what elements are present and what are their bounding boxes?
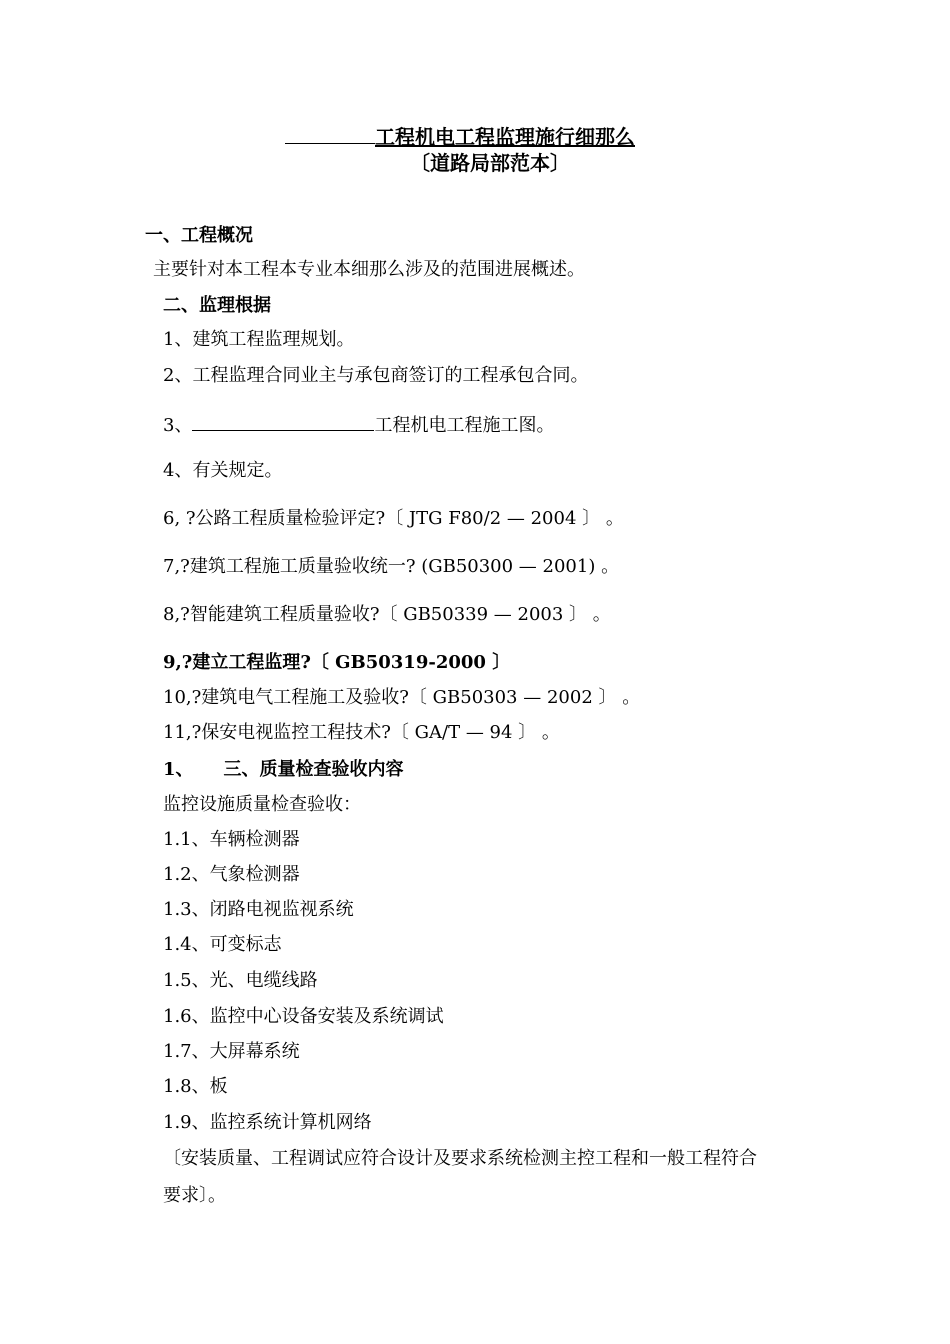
basis-item: 4、有关规定。 (163, 460, 283, 481)
list-item: 1.7、大屏幕系统 (163, 1041, 300, 1062)
title-text: 工程机电工程监理施行细那么 (375, 125, 635, 149)
basis-item (163, 412, 554, 438)
list-item: 1.4、可变标志 (163, 934, 282, 955)
list-item: 1.8、板 (163, 1076, 228, 1097)
note-text-continued: 要求〕。 (163, 1185, 226, 1206)
section-3-heading (163, 758, 404, 782)
list-item: 1.9、监控系统计算机网络 (163, 1112, 372, 1133)
list-item: 1.3、闭路电视监视系统 (163, 899, 354, 920)
list-item: 1.2、气象检测器 (163, 864, 300, 885)
list-item: 1.5、光、电缆线路 (163, 970, 318, 991)
document-subtitle: 〔道路局部范本〕 (410, 151, 570, 175)
section-1-heading: 一、工程概况 (145, 225, 253, 246)
list-item: 1.6、监控中心设备安装及系统调试 (163, 1006, 444, 1027)
basis-item: 9,?建立工程监理?〔 GB50319-2000 〕 (163, 652, 511, 673)
title-blank (285, 125, 375, 144)
project-name-blank (192, 412, 374, 431)
section-2-heading: 二、监理根据 (163, 295, 271, 316)
basis-item: 6, ?公路工程质量检验评定?〔 JTG F80/2 — 2004 〕 。 (163, 508, 624, 529)
list-item: 1.1、车辆检测器 (163, 829, 300, 850)
basis-item-number: 3、 (163, 415, 193, 436)
document-title (285, 125, 635, 149)
section-3-title: 三、质量检查验收内容 (223, 759, 404, 780)
section-3-number: 1、 (163, 759, 194, 780)
note-text: 〔安装质量、工程调试应符合设计及要求系统检测主控工程和一般工程符合 (163, 1148, 757, 1169)
basis-item: 2、工程监理合同业主与承包商签订的工程承包合同。 (163, 365, 589, 386)
basis-item-text: 工程机电工程施工图。 (374, 415, 555, 436)
basis-item: 7,?建筑工程施工质量验收统一? (GB50300 — 2001) 。 (163, 556, 620, 577)
basis-item: 8,?智能建筑工程质量验收?〔 GB50339 — 2003 〕 。 (163, 604, 611, 625)
basis-item: 10,?建筑电气工程施工及验收?〔 GB50303 — 2002 〕 。 (163, 687, 641, 708)
basis-item: 1、建筑工程监理规划。 (163, 329, 355, 350)
section-3-intro: 监控设施质量检查验收： (163, 794, 361, 815)
basis-item: 11,?保安电视监控工程技术?〔 GA/T — 94 〕 。 (163, 722, 560, 743)
section-1-text: 主要针对本工程本专业本细那么涉及的范围进展概述。 (153, 259, 585, 280)
